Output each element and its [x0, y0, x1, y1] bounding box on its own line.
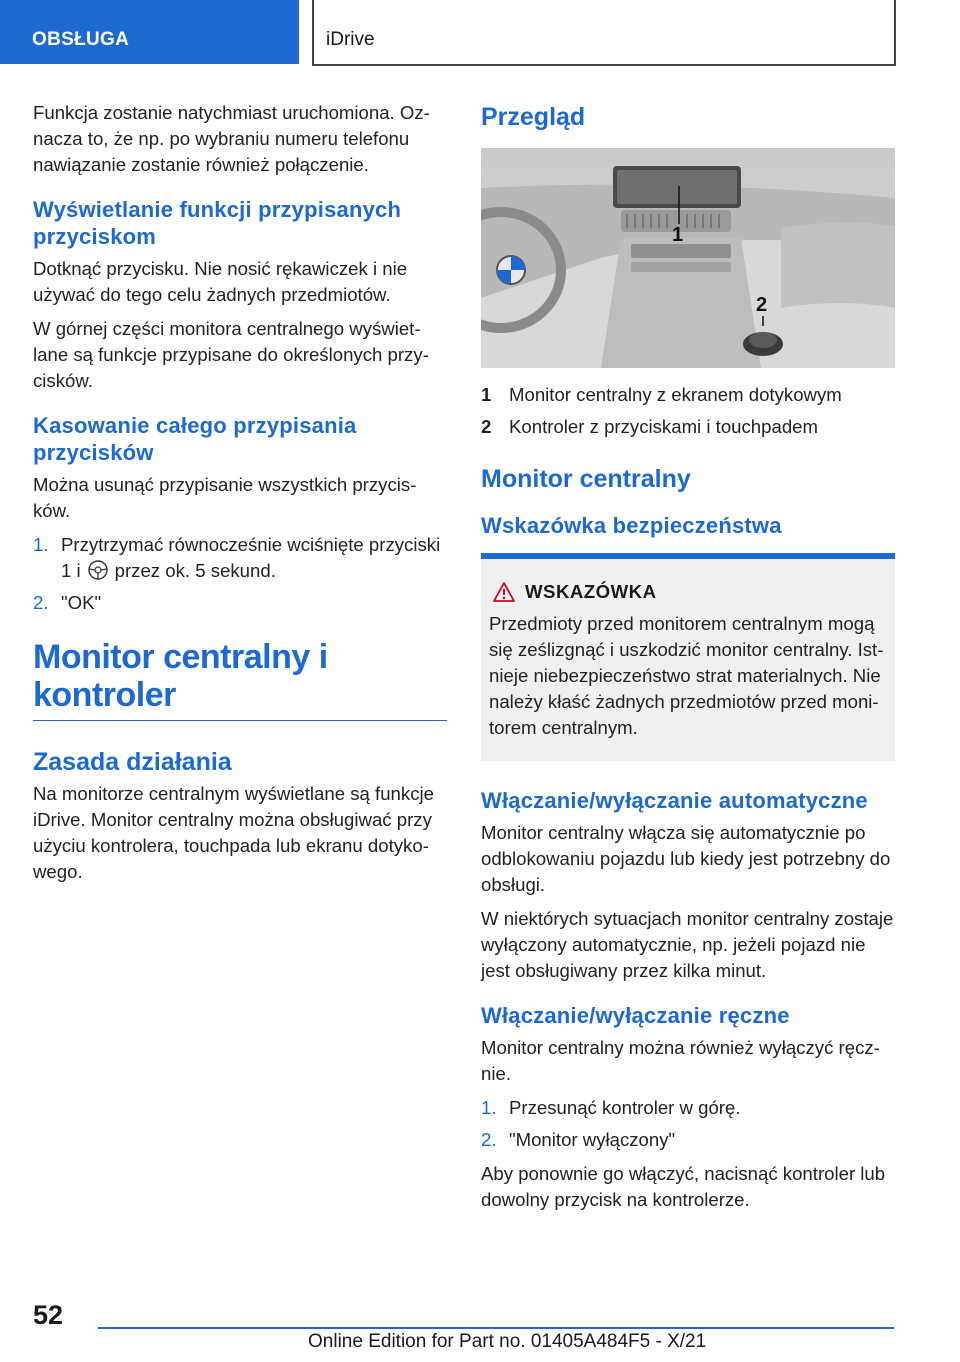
intro-paragraph: Funkcja zostanie natychmiast uruchomiona. Oznacza to, że np. po wybraniu numeru telefonu nawiązanie zostanie również połączenie.	[33, 102, 430, 175]
heading-overview: Przegląd	[481, 103, 586, 131]
left-column	[33, 100, 447, 893]
chapter-heading: Monitor centralny i kontroler	[33, 638, 447, 721]
figure-legend	[481, 382, 895, 440]
dashboard-drawing	[481, 148, 895, 368]
paragraph-auto-2: W niektórych sytuacjach monitor centralny zostaje wyłączony automatycznie, np. jeżeli pojazd nie jest obsługiwany przez kilka minut.	[481, 908, 894, 981]
heading-principle: Zasada działania	[33, 748, 232, 776]
paragraph-delete: Można usunąć przypisanie wszystkich przycisków.	[33, 474, 417, 521]
callout-label-2: 2	[756, 294, 768, 316]
chapter-title: iDrive	[326, 29, 375, 50]
chapter-tab	[312, 0, 896, 66]
heading-safety-note: Wskazówka bezpieczeństwa	[481, 513, 782, 538]
warning-triangle-icon	[493, 582, 515, 602]
list-item	[33, 532, 447, 584]
section-title: OBSŁUGA	[32, 29, 130, 50]
step-number: 2.	[33, 592, 49, 613]
warning-box	[481, 553, 895, 761]
page-number: 52	[33, 1300, 64, 1330]
step-text: "OK"	[61, 592, 102, 613]
heading-display-functions: Wyświetlanie funkcji przypisanych przyciskom	[33, 197, 402, 249]
legend-row	[481, 382, 895, 408]
list-item	[481, 1127, 895, 1153]
step-number: 2.	[481, 1129, 497, 1150]
legend-key: 2	[481, 416, 492, 437]
paragraph-principle: Na monitorze centralnym wyświetlane są funkcje iDrive. Monitor centralny można obsługiwać przy użyciu kontrolera, touchpada lub ekranu dotykowego.	[33, 783, 434, 882]
right-column	[481, 100, 895, 1221]
dashboard-illustration	[481, 148, 895, 368]
manual-steps-list	[481, 1095, 895, 1153]
paragraph-display-1: Dotknąć przycisku. Nie nosić rękawiczek i nie używać do tego celu żadnych przedmiotów.	[33, 258, 408, 305]
list-item	[33, 590, 447, 616]
step-text: Przesunąć kontroler w górę.	[509, 1097, 741, 1118]
warning-text: Przedmioty przed monitorem centralnym mogą się ześlizgnąć i uszkodzić monitor centralny. Istnieje niebezpieczeństwo strat materialnych. Nie należy kłaść żadnych przedmiotów przed monitorem centralnym.	[489, 613, 884, 738]
paragraph-final: Aby ponownie go włączyć, nacisnąć kontroler lub dowolny przycisk na kontrolerze.	[481, 1163, 886, 1210]
step-text-after: przez ok. 5 sekund.	[114, 560, 276, 581]
step-number: 1.	[481, 1097, 497, 1118]
delete-steps-list	[33, 532, 447, 616]
step-text-before: Przytrzymać równocześnie wciśnięte przyciski 1 i	[61, 534, 441, 581]
callout-label-1: 1	[672, 224, 684, 246]
heading-auto-onoff: Włączanie/wyłączanie automatyczne	[481, 788, 868, 813]
step-text: "Monitor wyłączony"	[509, 1129, 676, 1150]
edition-footer: Online Edition for Part no. 01405A484F5 - X/21	[308, 1331, 707, 1352]
warning-header	[493, 581, 887, 603]
paragraph-manual: Monitor centralny można również wyłączyć ręcznie.	[481, 1037, 880, 1084]
legend-row	[481, 414, 895, 440]
heading-manual-onoff: Włączanie/wyłączanie ręczne	[481, 1003, 790, 1028]
legend-text: Monitor centralny z ekranem dotykowym	[509, 384, 842, 405]
step-text	[61, 532, 447, 584]
steering-wheel-icon	[86, 559, 110, 581]
paragraph-auto-1: Monitor centralny włącza się automatycznie po odblokowaniu pojazdu lub kiedy jest potrzebny do obsługi.	[481, 822, 891, 895]
heading-central-monitor: Monitor centralny	[481, 465, 691, 493]
step-number: 1.	[33, 534, 49, 555]
footer-divider	[98, 1327, 894, 1329]
legend-key: 1	[481, 384, 492, 405]
list-item	[481, 1095, 895, 1121]
legend-text: Kontroler z przyciskami i touchpadem	[509, 416, 818, 437]
section-tab	[0, 0, 299, 64]
heading-delete-assignment: Kasowanie całego przypisania przycisków	[33, 413, 357, 465]
paragraph-display-2: W górnej części monitora centralnego wyświetlane są funkcje przypisane do określonych przycisków.	[33, 318, 429, 391]
warning-title: WSKAZÓWKA	[525, 581, 657, 602]
